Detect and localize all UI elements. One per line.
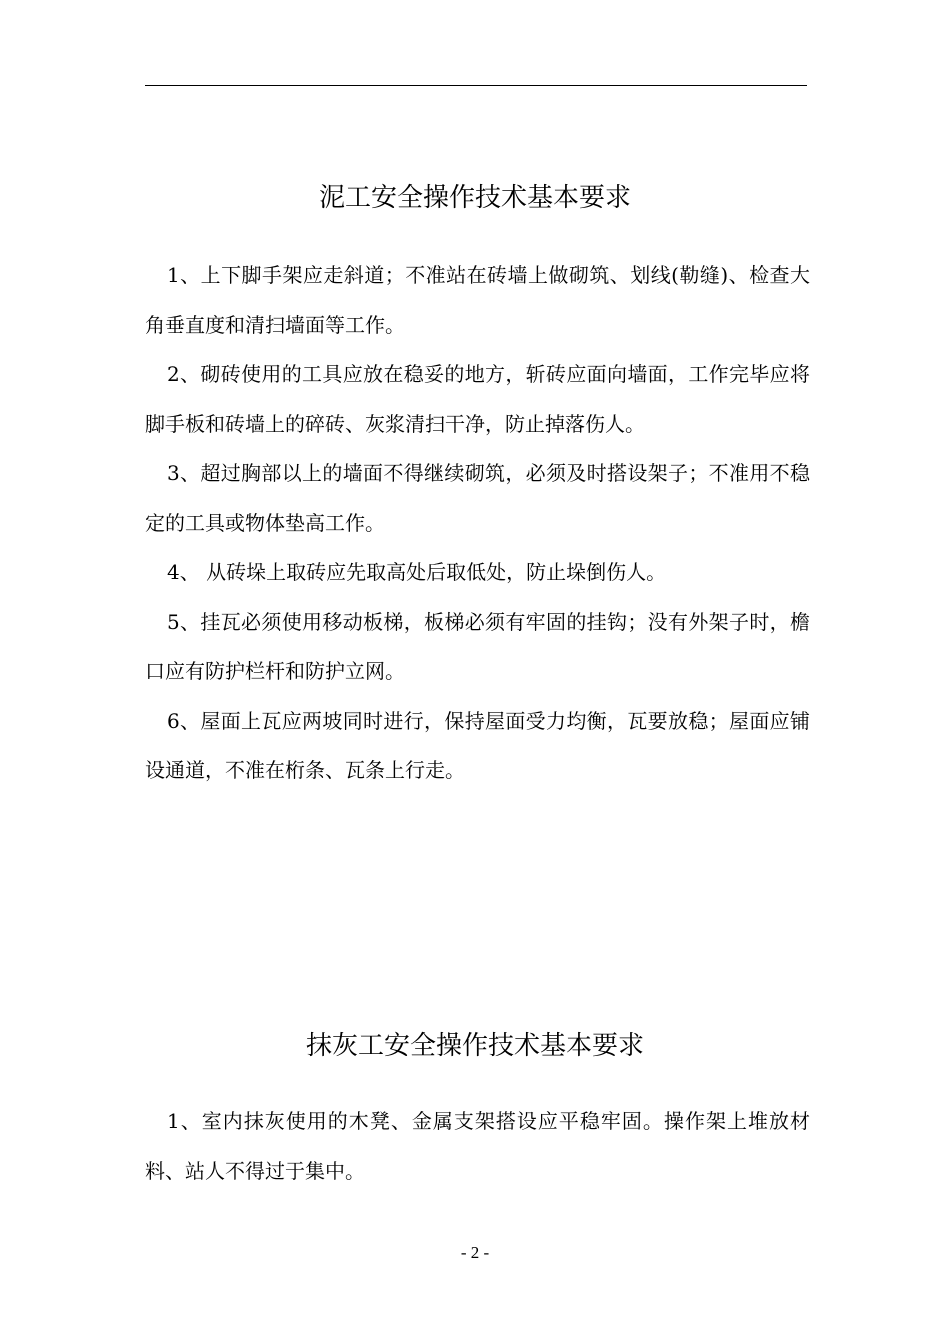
paragraph: 1、上下脚手架应走斜道；不准站在砖墙上做砌筑、划线(勒缝)、检查大角垂直度和清扫墙面等工作。	[145, 263, 810, 337]
paragraph: 6、屋面上瓦应两坡同时进行，保持屋面受力均衡，瓦要放稳；屋面应铺设通道，不准在桁条、瓦条上行走。	[145, 708, 810, 782]
section-title-mason: 泥工安全操作技术基本要求	[318, 183, 631, 213]
section-title-plasterer: 抹灰工安全操作技术基本要求	[305, 1031, 644, 1061]
section-body-mason	[145, 251, 810, 796]
header-rule	[145, 85, 807, 86]
paragraph: 2、砌砖使用的工具应放在稳妥的地方，斩砖应面向墙面，工作完毕应将脚手板和砖墙上的碎砖、灰浆清扫干净，防止掉落伤人。	[145, 362, 810, 436]
section-body-plasterer	[145, 1097, 810, 1196]
paragraph: 5、挂瓦必须使用移动板梯，板梯必须有牢固的挂钩；没有外架子时，檐口应有防护栏杆和防护立网。	[145, 609, 810, 683]
paragraph: 3、超过胸部以上的墙面不得继续砌筑，必须及时搭设架子；不准用不稳定的工具或物体垫高工作。	[145, 461, 810, 535]
page-number: - 2 -	[460, 1243, 490, 1262]
paragraph: 4、 从砖垛上取砖应先取高处后取低处，防止垛倒伤人。	[167, 560, 667, 584]
paragraph: 1、室内抹灰使用的木凳、金属支架搭设应平稳牢固。操作架上堆放材料、站人不得过于集中。	[145, 1109, 810, 1183]
